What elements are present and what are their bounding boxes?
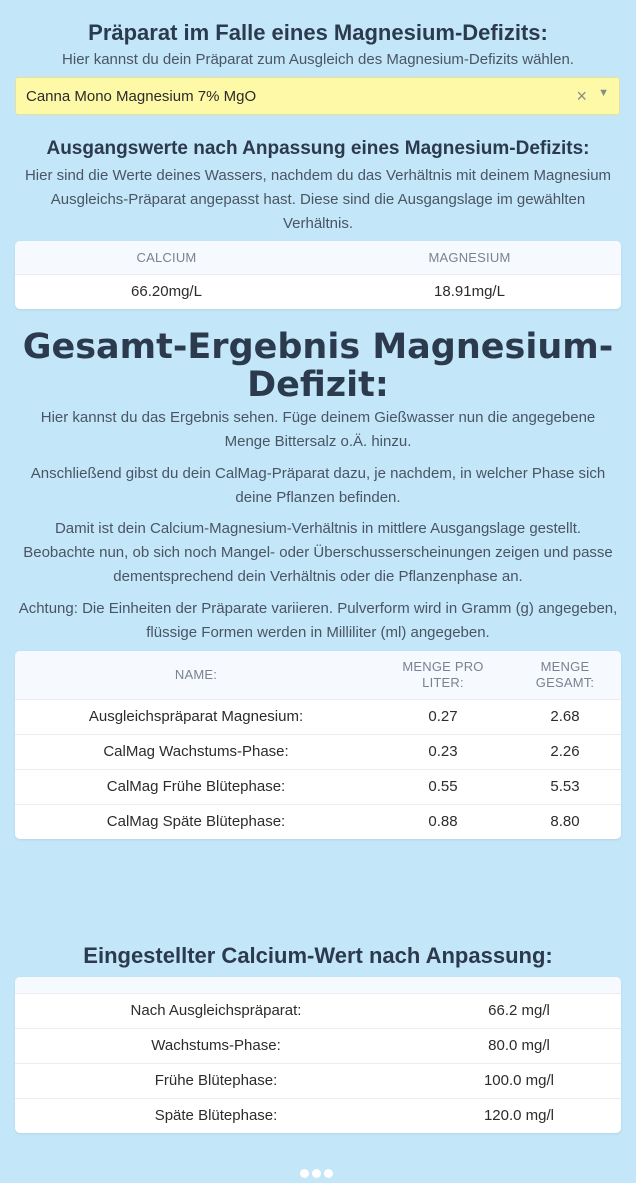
ergebnis-title xyxy=(0,328,636,404)
praeparat-select[interactable] xyxy=(15,77,620,115)
header-menge-gesamt-line1: MENGE xyxy=(540,658,590,674)
table-row xyxy=(15,804,621,839)
table-row xyxy=(15,1063,621,1098)
row-name: CalMag Frühe Blütephase: xyxy=(15,769,377,804)
ausgangswerte-text: Hier sind die Werte deines Wassers, nachdem du das Verhältnis mit deinem Magnesium Ausgleichs-Präparat angepasst hast. Diese sind die Ausgangslage im gewählten Verhältnis. xyxy=(24,167,612,232)
calcium-table-header-2 xyxy=(417,977,621,993)
row-gesamt: 2.68 xyxy=(509,699,621,734)
header-menge-gesamt-line2: GESAMT: xyxy=(535,674,595,690)
calcium-title: Eingestellter Calcium-Wert nach Anpassung: xyxy=(83,943,553,968)
row-pro-liter: 0.88 xyxy=(377,804,509,839)
praeparat-title: Präparat im Falle eines Magnesium-Defizits: xyxy=(88,20,548,45)
row-value: 120.0 mg/l xyxy=(417,1098,621,1133)
header-menge-pro-liter xyxy=(377,651,509,699)
header-name: NAME: xyxy=(15,651,377,699)
calcium-table xyxy=(15,977,621,1133)
row-label: Frühe Blütephase: xyxy=(15,1063,417,1098)
ergebnis-paragraph-1: Hier kannst du das Ergebnis sehen. Füge deinem Gießwasser nun die angegebene Menge Bittersalz o.Ä. hinzu. xyxy=(40,409,596,450)
ausgangswerte-title: Ausgangswerte nach Anpassung eines Magnesium-Defizits: xyxy=(46,138,590,159)
row-name: Ausgleichspräparat Magnesium: xyxy=(15,699,377,734)
praeparat-selected-value: Canna Mono Magnesium 7% MgO xyxy=(26,88,257,105)
value-magnesium: 18.91mg/L xyxy=(318,274,621,309)
table-row xyxy=(15,699,621,734)
table-row xyxy=(15,1098,621,1133)
row-value: 100.0 mg/l xyxy=(417,1063,621,1098)
ergebnis-paragraph-2: Anschließend gibst du dein CalMag-Präparat dazu, je nachdem, in welcher Phase sich deine Pflanzen befinden. xyxy=(30,465,606,506)
row-gesamt: 8.80 xyxy=(509,804,621,839)
ergebnis-paragraph-4: Achtung: Die Einheiten der Präparate variieren. Pulverform wird in Gramm (g) angegeben, flüssige Formen werden in Milliliter (ml) angegeben. xyxy=(18,600,618,641)
loading-dot xyxy=(312,1169,321,1178)
row-pro-liter: 0.55 xyxy=(377,769,509,804)
header-menge-pro-liter-line2: LITER: xyxy=(422,674,464,690)
chevron-down-icon[interactable]: ▼ xyxy=(598,87,609,99)
praeparat-subtitle: Hier kannst du dein Präparat zum Ausgleich des Magnesium-Defizits wählen. xyxy=(62,51,574,68)
row-gesamt: 2.26 xyxy=(509,734,621,769)
row-label: Späte Blütephase: xyxy=(15,1098,417,1133)
table-row xyxy=(15,769,621,804)
row-pro-liter: 0.27 xyxy=(377,699,509,734)
row-label: Wachstums-Phase: xyxy=(15,1028,417,1063)
row-value: 66.2 mg/l xyxy=(417,993,621,1028)
header-menge-gesamt xyxy=(509,651,621,699)
table-row xyxy=(15,734,621,769)
row-gesamt: 5.53 xyxy=(509,769,621,804)
loading-dot xyxy=(300,1169,309,1178)
header-magnesium: MAGNESIUM xyxy=(318,241,621,274)
row-value: 80.0 mg/l xyxy=(417,1028,621,1063)
row-name: CalMag Späte Blütephase: xyxy=(15,804,377,839)
loading-dot xyxy=(324,1169,333,1178)
ergebnis-table xyxy=(15,651,621,839)
header-menge-pro-liter-line1: MENGE PRO xyxy=(402,658,484,674)
row-label: Nach Ausgleichspräparat: xyxy=(15,993,417,1028)
ergebnis-title-line2: Defizit: xyxy=(247,365,389,405)
row-pro-liter: 0.23 xyxy=(377,734,509,769)
calcium-table-header xyxy=(15,977,417,993)
ausgangswerte-table xyxy=(15,241,621,309)
table-row xyxy=(15,993,621,1028)
value-calcium: 66.20mg/L xyxy=(15,274,318,309)
header-calcium: CALCIUM xyxy=(15,241,318,274)
table-row xyxy=(15,1028,621,1063)
row-name: CalMag Wachstums-Phase: xyxy=(15,734,377,769)
clear-icon[interactable]: × xyxy=(576,86,587,106)
ergebnis-title-line1: Gesamt-Ergebnis Magnesium- xyxy=(22,327,614,367)
loading-indicator xyxy=(300,1165,340,1175)
ergebnis-paragraph-3: Damit ist dein Calcium-Magnesium-Verhältnis in mittlere Ausgangslage gestellt. Beobachte nun, ob sich noch Mangel- oder Überschusserscheinungen zeigen und passe dementsprechend dein Verhältnis oder die Pflanzenphase an. xyxy=(23,520,613,585)
